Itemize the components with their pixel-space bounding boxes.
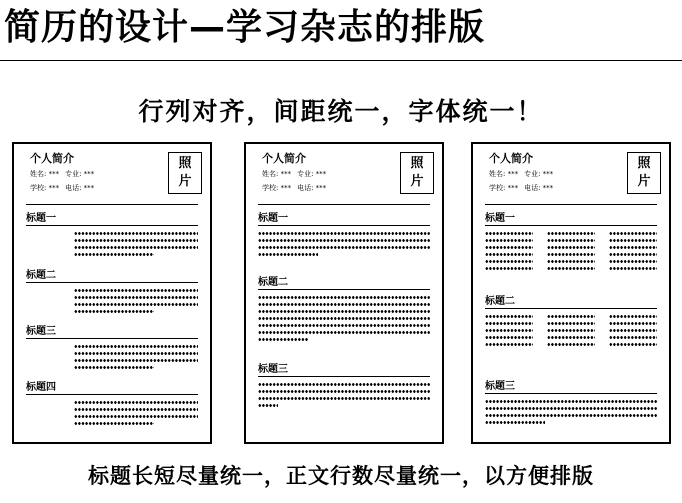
header-divider (485, 204, 657, 205)
section-title: 标题四 (26, 382, 56, 393)
text-line (74, 345, 198, 348)
column (609, 232, 657, 274)
section (26, 212, 198, 260)
section-divider (485, 308, 657, 309)
photo-label-2: 片 (410, 174, 424, 189)
section-title: 标题一 (258, 213, 288, 224)
text-line (547, 246, 595, 249)
section-divider (485, 393, 657, 394)
text-line (258, 331, 430, 334)
text-line (609, 239, 657, 242)
text-line (258, 239, 430, 242)
text-line (609, 232, 657, 235)
major-field: 专业: *** (297, 170, 327, 178)
text-line (258, 246, 430, 249)
text-line (74, 289, 198, 292)
section (258, 363, 430, 411)
card-name: 个人简介 (489, 152, 533, 165)
text-line (485, 322, 533, 325)
card-info-row-2 (489, 182, 559, 194)
text-line (258, 253, 318, 256)
resume-card-full-width (244, 142, 444, 444)
text-line (485, 246, 533, 249)
text-line (547, 336, 595, 339)
text-line (547, 329, 595, 332)
text-line (258, 296, 430, 299)
section-title: 标题三 (26, 326, 56, 337)
text-line (547, 322, 595, 325)
section-title: 标题二 (258, 277, 288, 288)
section (485, 295, 657, 350)
section-title: 标题一 (485, 213, 515, 224)
card-info-row-2 (30, 182, 100, 194)
text-line (74, 310, 154, 313)
text-line (74, 253, 154, 256)
card-header (489, 152, 559, 194)
text-line (74, 422, 154, 425)
text-line (74, 303, 198, 306)
phone-field: 电话: *** (524, 184, 554, 192)
text-line (74, 296, 198, 299)
text-line (609, 322, 657, 325)
section-title: 标题三 (485, 381, 515, 392)
section-divider (258, 289, 430, 290)
section-title: 标题三 (258, 364, 288, 375)
title-divider (0, 60, 682, 61)
section-title: 标题二 (485, 296, 515, 307)
card-info-row-1 (489, 168, 559, 180)
school-field: 学校: *** (262, 184, 292, 192)
text-line (609, 253, 657, 256)
section-divider (26, 282, 198, 283)
school-field: 学校: *** (30, 184, 60, 192)
photo-label-1: 照 (637, 156, 651, 171)
text-line (485, 329, 533, 332)
column-group (485, 315, 657, 350)
text-line (609, 260, 657, 263)
text-line (485, 232, 533, 235)
section (485, 212, 657, 274)
section-title: 标题一 (26, 213, 56, 224)
text-line (74, 408, 198, 411)
card-name: 个人简介 (262, 152, 306, 165)
text-line (485, 400, 657, 403)
section-divider (26, 338, 198, 339)
resume-card-indented (12, 142, 212, 444)
major-field: 专业: *** (524, 170, 554, 178)
text-line (258, 232, 430, 235)
text-line (547, 315, 595, 318)
photo-box (627, 152, 661, 194)
column (547, 232, 595, 274)
text-line (74, 239, 198, 242)
text-line (258, 317, 430, 320)
text-line (258, 310, 430, 313)
text-line (485, 336, 533, 339)
text-line (485, 239, 533, 242)
column (609, 315, 657, 350)
text-line (485, 267, 533, 270)
section-divider (258, 376, 430, 377)
text-line (74, 366, 154, 369)
card-info-row-2 (262, 182, 332, 194)
text-line (485, 315, 533, 318)
footer-note: 标题长短尽量统一，正文行数尽量统一，以方便排版 (88, 464, 594, 488)
text-line (609, 343, 657, 346)
photo-label-1: 照 (410, 156, 424, 171)
photo-label-2: 片 (178, 174, 192, 189)
section (26, 325, 198, 373)
name-field: 姓名: *** (30, 170, 60, 178)
section (258, 212, 430, 260)
school-field: 学校: *** (489, 184, 519, 192)
header-divider (26, 204, 198, 205)
section (258, 276, 430, 345)
text-line (609, 246, 657, 249)
text-line (485, 407, 657, 410)
card-info-row-1 (262, 168, 332, 180)
text-line (74, 359, 198, 362)
column (485, 232, 533, 274)
card-header (30, 152, 100, 194)
resume-card-three-column (471, 142, 671, 444)
section-divider (485, 225, 657, 226)
text-line (485, 414, 657, 417)
section-title: 标题二 (26, 270, 56, 281)
section (485, 380, 657, 428)
text-line (74, 415, 198, 418)
column-group (485, 232, 657, 274)
text-line (258, 338, 308, 341)
text-line (258, 324, 430, 327)
text-line (609, 336, 657, 339)
phone-field: 电话: *** (297, 184, 327, 192)
text-line (485, 343, 533, 346)
photo-label-2: 片 (637, 174, 651, 189)
photo-label-1: 照 (178, 156, 192, 171)
text-line (485, 260, 533, 263)
phone-field: 电话: *** (65, 184, 95, 192)
text-line (258, 383, 430, 386)
section-divider (26, 394, 198, 395)
text-line (74, 401, 198, 404)
text-line (74, 352, 198, 355)
text-line (547, 260, 595, 263)
card-info-row-1 (30, 168, 100, 180)
text-line (258, 397, 430, 400)
column (547, 315, 595, 350)
text-line (609, 329, 657, 332)
section (26, 269, 198, 317)
text-line (547, 253, 595, 256)
text-line (258, 390, 430, 393)
text-line (547, 232, 595, 235)
text-line (609, 267, 657, 270)
section-divider (258, 225, 430, 226)
photo-box (168, 152, 202, 194)
text-line (74, 246, 198, 249)
text-line (74, 232, 198, 235)
page-title: 简历的设计—学习杂志的排版 (4, 7, 486, 48)
text-line (547, 267, 595, 270)
column (485, 315, 533, 350)
subtitle: 行列对齐，间距统一，字体统一！ (138, 97, 544, 126)
card-name: 个人简介 (30, 152, 74, 165)
text-line (258, 303, 430, 306)
header-divider (258, 204, 430, 205)
section-divider (26, 225, 198, 226)
text-line (485, 253, 533, 256)
text-line (547, 239, 595, 242)
name-field: 姓名: *** (489, 170, 519, 178)
text-line (547, 343, 595, 346)
text-line (485, 421, 545, 424)
name-field: 姓名: *** (262, 170, 292, 178)
section (26, 381, 198, 429)
text-line (258, 404, 278, 407)
card-header (262, 152, 332, 194)
text-line (609, 315, 657, 318)
major-field: 专业: *** (65, 170, 95, 178)
photo-box (400, 152, 434, 194)
